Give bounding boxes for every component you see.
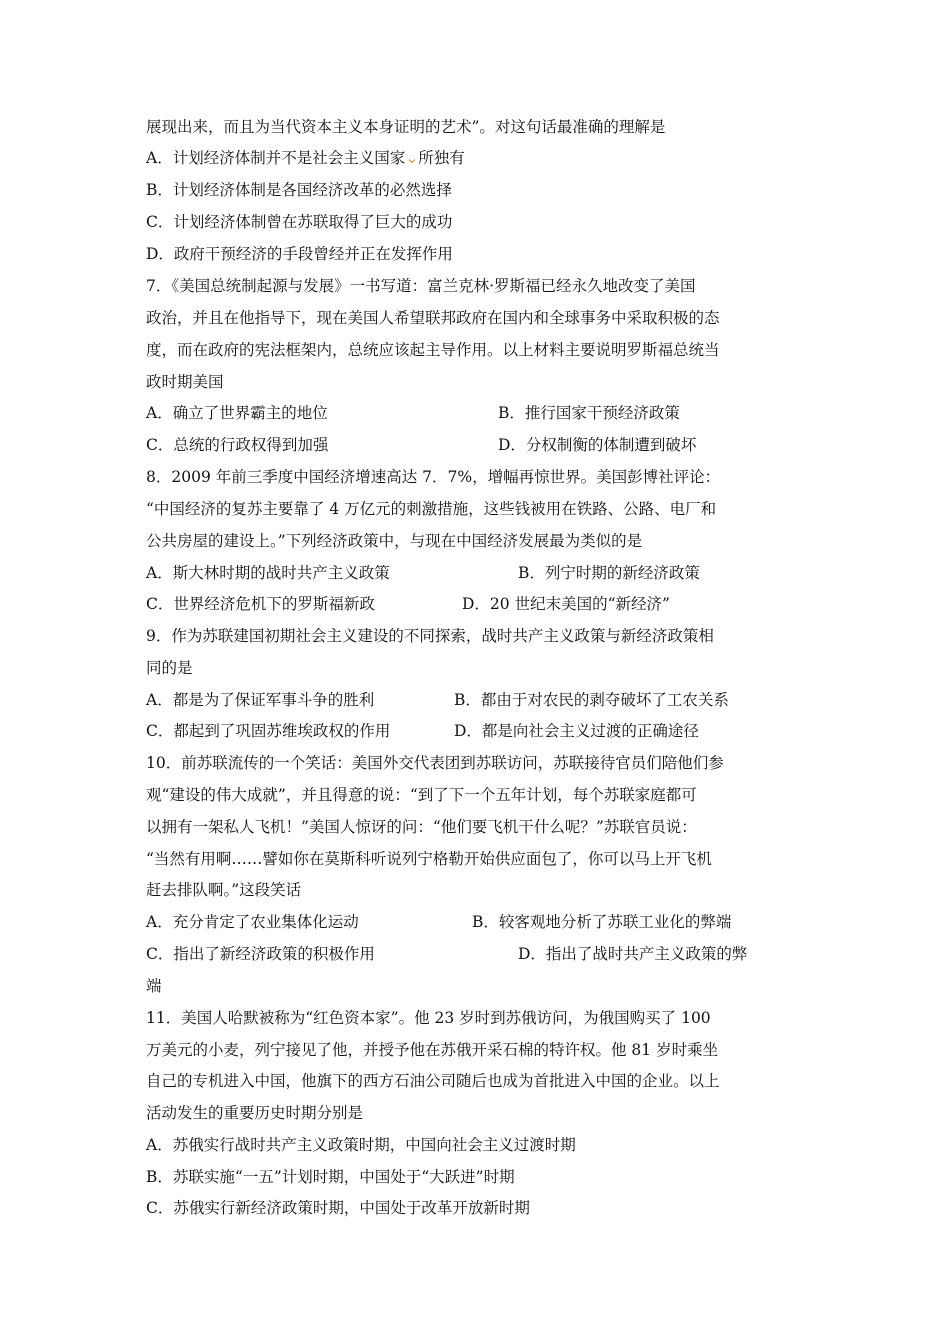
q8-stem-line-3: 公共房屋的建设上。”下列经济政策中，与现在中国经济发展最为类似的是 <box>146 532 643 550</box>
q7-stem-line-4: 政时期美国 <box>146 373 224 391</box>
stray-mark: ⌄ <box>405 149 419 167</box>
q7-stem-line-2: 政治，并且在他指导下，现在美国人希望联邦政府在国内和全球事务中采取积极的态 <box>146 309 720 327</box>
q10-option-a: A．充分肯定了农业集体化运动 <box>146 913 359 931</box>
q11-option-c: C．苏俄实行新经济政策时期，中国处于改革开放新时期 <box>146 1199 530 1217</box>
q6-option-a-text-1: A．计划经济体制并不是社会主义国家 <box>146 149 406 167</box>
q11-stem-line-2: 万美元的小麦，列宁接见了他，并授予他在苏俄开采石棉的特许权。他 81 岁时乘坐 <box>146 1041 719 1059</box>
q8-option-c: C．世界经济危机下的罗斯福新政 <box>146 595 375 613</box>
q7-option-b: B．推行国家干预经济政策 <box>498 404 680 422</box>
q11-option-b: B．苏联实施“一五”计划时期，中国处于“大跃进”时期 <box>146 1168 515 1186</box>
q7-option-d: D．分权制衡的体制遭到破坏 <box>498 436 697 454</box>
q10-option-d: D．指出了战时共产主义政策的弊 <box>518 945 748 963</box>
q9-option-c: C．都起到了巩固苏维埃政权的作用 <box>146 722 391 740</box>
q7-stem-line-3: 度，而在政府的宪法框架内，总统应该起主导作用。以上材料主要说明罗斯福总统当 <box>146 341 720 359</box>
q10-stem-line-3: 以拥有一架私人飞机！”美国人惊讶的问：“他们要飞机干什么呢？”苏联官员说： <box>146 818 697 836</box>
q8-stem-line-2: “中国经济的复苏主要靠了 4 万亿元的刺激措施，这些钱被用在铁路、公路、电厂和 <box>146 500 717 518</box>
q10-stem-line-5: 赶去排队啊。”这段笑话 <box>146 881 302 899</box>
q10-stem-line-2: 观“建设的伟大成就”，并且得意的说：“到了下一个五年计划，每个苏联家庭都可 <box>146 786 697 804</box>
q8-option-a: A．斯大林时期的战时共产主义政策 <box>146 564 390 582</box>
q6-stem-tail: 展现出来，而且为当代资本主义本身证明的艺术”。对这句话最准确的理解是 <box>146 118 666 136</box>
q7-option-c: C．总统的行政权得到加强 <box>146 436 329 454</box>
q6-option-b: B．计划经济体制是各国经济改革的必然选择 <box>146 181 452 199</box>
q10-option-b: B．较客观地分析了苏联工业化的弊端 <box>472 913 732 931</box>
q8-option-d: D．20 世纪末美国的“新经济” <box>462 595 670 613</box>
q10-stem-line-1: 10．前苏联流传的一个笑话：美国外交代表团到苏联访问，苏联接待官员们陪他们参 <box>146 754 724 772</box>
q9-option-b: B．都由于对农民的剥夺破坏了工农关系 <box>454 691 729 709</box>
q11-stem-line-1: 11．美国人哈默被称为“红色资本家”。他 23 岁时到苏俄访问，为俄国购买了 100 <box>146 1009 711 1027</box>
q11-stem-line-3: 自己的专机进入中国，他旗下的西方石油公司随后也成为首批进入中国的企业。以上 <box>146 1072 720 1090</box>
q7-option-a: A．确立了世界霸主的地位 <box>146 404 328 422</box>
q9-option-a: A．都是为了保证军事斗争的胜利 <box>146 691 375 709</box>
q8-stem-line-1: 8．2009 年前三季度中国经济增速高达 7．7%，增幅再惊世界。美国彭博社评论： <box>146 468 721 486</box>
q10-option-c: C．指出了新经济政策的积极作用 <box>146 945 375 963</box>
q8-option-b: B．列宁时期的新经济政策 <box>518 564 700 582</box>
q7-stem-line-1: 7．《美国总统制起源与发展》一书写道：富兰克林·罗斯福已经永久地改变了美国 <box>146 277 696 295</box>
q9-stem-line-2: 同的是 <box>146 659 193 677</box>
q11-stem-line-4: 活动发生的重要历史时期分别是 <box>146 1104 364 1122</box>
q9-stem-line-1: 9．作为苏联建国初期社会主义建设的不同探索，战时共产主义政策与新经济政策相 <box>146 627 714 645</box>
q11-option-a: A．苏俄实行战时共产主义政策时期，中国向社会主义过渡时期 <box>146 1136 576 1154</box>
q6-option-c: C．计划经济体制曾在苏联取得了巨大的成功 <box>146 213 453 231</box>
q6-option-a-text-2: 所独有 <box>418 149 465 167</box>
q10-option-d-wrap: 端 <box>146 977 162 995</box>
q6-option-d: D．政府干预经济的手段曾经并正在发挥作用 <box>146 245 453 263</box>
q6-option-a <box>146 148 786 168</box>
q9-option-d: D．都是向社会主义过渡的正确途径 <box>454 722 699 740</box>
q10-stem-line-4: “当然有用啊……譬如你在莫斯科听说列宁格勒开始供应面包了，你可以马上开飞机 <box>146 850 712 868</box>
